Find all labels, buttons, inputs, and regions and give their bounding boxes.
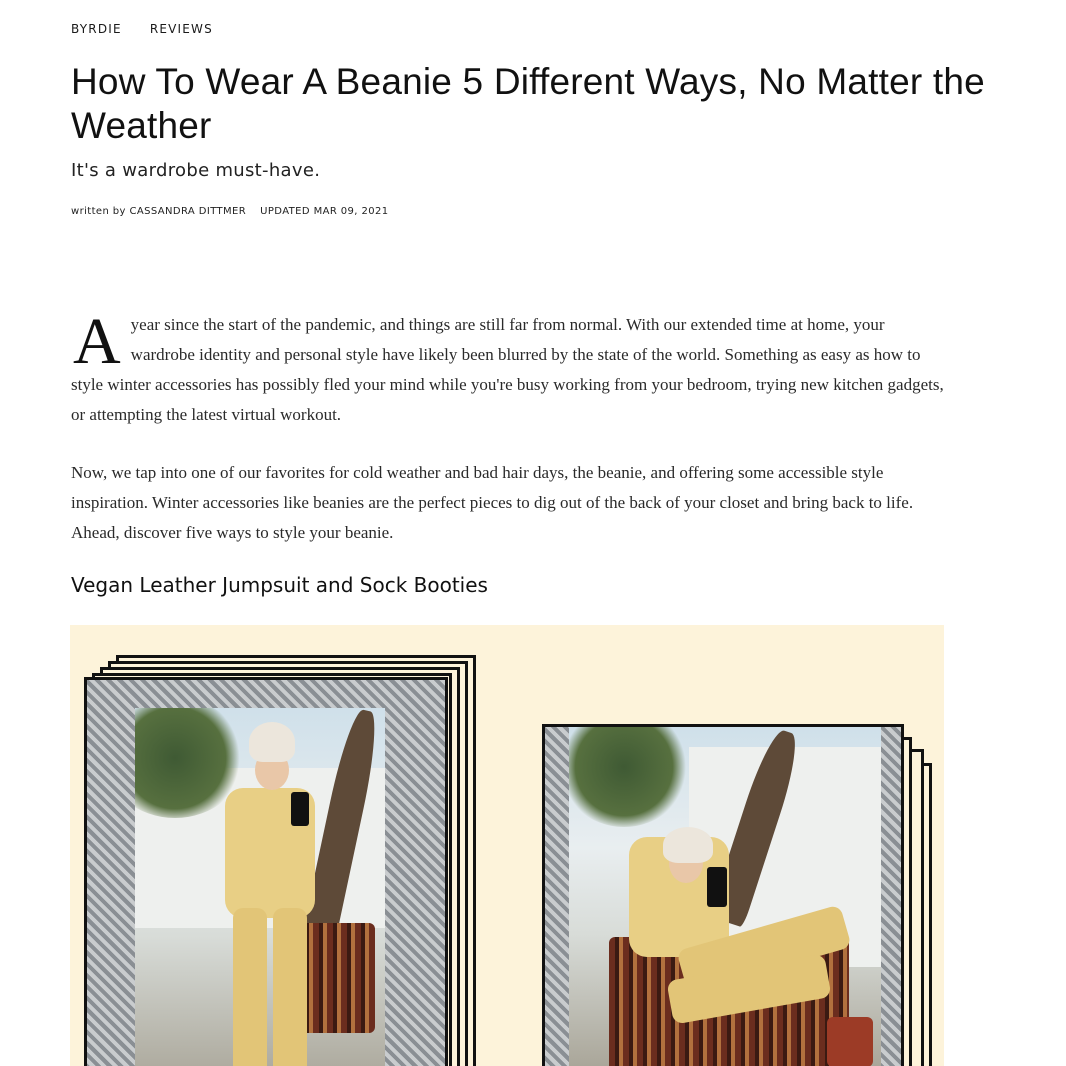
left-photo — [84, 677, 448, 1066]
nav-brand-link[interactable]: BYRDIE — [71, 22, 122, 36]
person-leg — [273, 908, 307, 1066]
byline — [71, 206, 389, 217]
byline-author-wrap — [71, 206, 246, 217]
drop-cap: A — [73, 305, 121, 378]
boot — [827, 1017, 873, 1066]
article-title: How To Wear A Beanie 5 Different Ways, No Matter the Weather — [71, 61, 985, 146]
updated-date: UPDATED MAR 09, 2021 — [260, 206, 389, 217]
byline-prefix: written by — [71, 206, 126, 217]
article-image — [70, 625, 944, 1066]
section-heading: Vegan Leather Jumpsuit and Sock Booties — [71, 573, 488, 597]
paragraph-intro — [71, 305, 951, 430]
author-link[interactable]: CASSANDRA DITTMER — [129, 206, 247, 217]
right-photo — [542, 724, 904, 1066]
person-leg — [233, 908, 267, 1066]
paragraph-second: Now, we tap into one of our favorites for cold weather and bad hair days, the beanie, and offering some accessible style inspiration. Winter accessories like beanies are the perfect pieces to dig out of the back of your closet and bring back to life. Ahead, discover five ways to style your beanie. — [71, 463, 914, 542]
article-body — [71, 305, 951, 548]
top-nav — [71, 22, 213, 36]
nav-section-link[interactable]: REVIEWS — [149, 22, 213, 36]
tree-leaves — [569, 727, 689, 827]
mirror-reflection — [569, 727, 881, 1066]
phone — [707, 867, 727, 907]
beanie — [663, 827, 713, 863]
phone — [291, 792, 309, 826]
mirror-reflection — [135, 708, 385, 1066]
article-subtitle: It's a wardrobe must-have. — [71, 160, 321, 181]
beanie — [249, 722, 295, 762]
paragraph-intro-text: year since the start of the pandemic, and things are still far from normal. With our extended time at home, your wardrobe identity and personal style have likely been blurred by the state of the world. Something as easy as how to style winter accessories has possibly fled your mind while you're busy working from your bedroom, trying new kitchen gadgets, or attempting the latest virtual workout. — [71, 315, 944, 424]
